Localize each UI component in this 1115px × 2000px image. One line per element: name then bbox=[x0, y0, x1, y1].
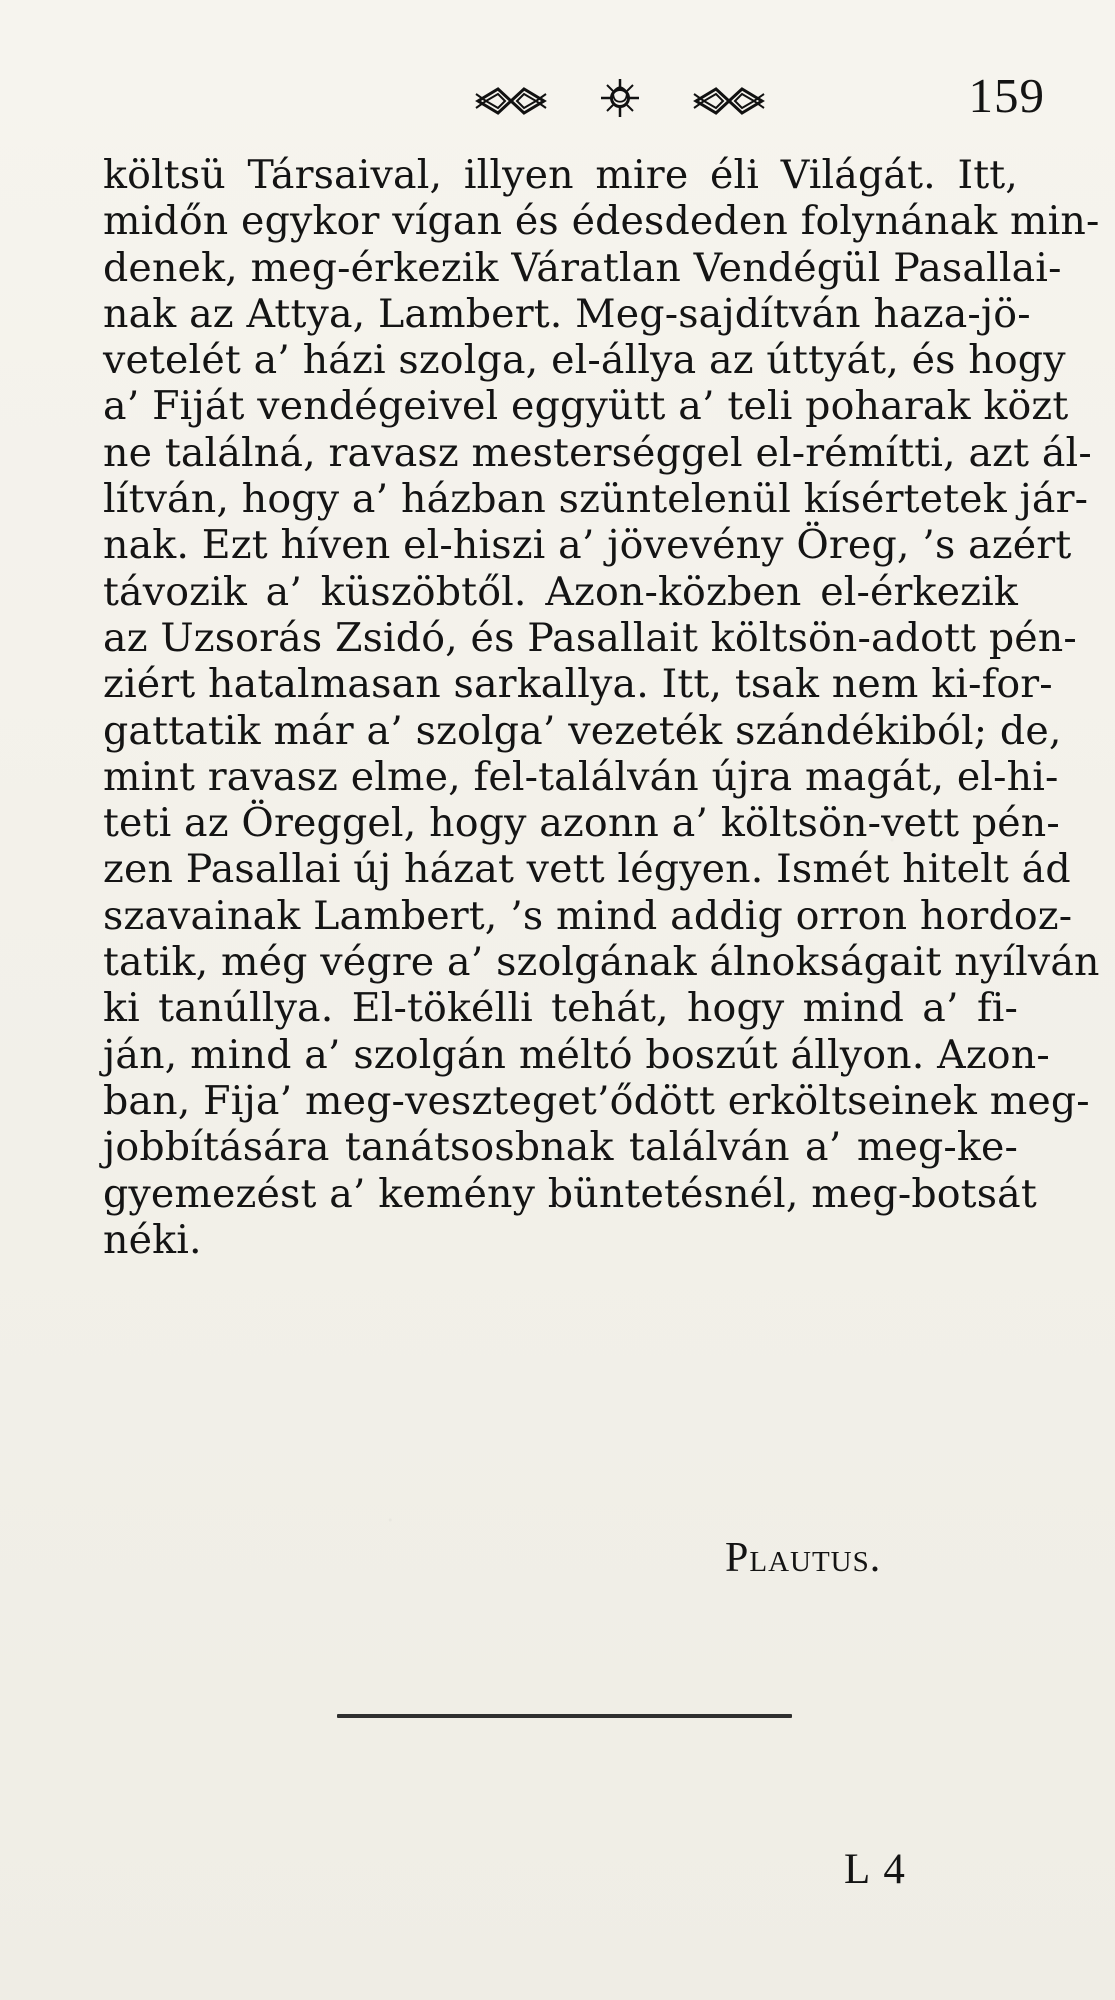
text-line: az Uzsorás Zsidó, és Pasallait költsön-adott pén- bbox=[103, 614, 1077, 661]
text-line: nak. Ezt híven el-hiszi a’ jövevény Öreg, ’s azért bbox=[103, 522, 1072, 569]
page-number: 159 bbox=[968, 68, 1045, 123]
text-line: lítván, hogy a’ házban szüntelenül kísértetek jár- bbox=[103, 476, 1089, 523]
text-line: ki tanúllya. El-tökélli tehát, hogy mind a’ fi- bbox=[103, 985, 1018, 1032]
diamond-flourish-icon bbox=[688, 82, 770, 120]
floral-ornament-icon bbox=[597, 75, 643, 121]
text-line: midőn egykor vígan és édesdeden folynának min- bbox=[103, 198, 1100, 245]
body-text bbox=[103, 152, 1100, 1263]
running-head bbox=[0, 58, 1115, 148]
text-line: nak az Attya, Lambert. Meg-sajdítván haza-jö- bbox=[103, 290, 1031, 337]
text-line: ban, Fija’ meg-veszteget’ődött erköltseinek meg- bbox=[103, 1077, 1090, 1124]
header-ornaments bbox=[470, 68, 770, 130]
text-line: denek, meg-érkezik Váratlan Vendégül Pasallai- bbox=[103, 244, 1062, 291]
text-line: jobbítására tanátsosbnak találván a’ meg-ke- bbox=[103, 1124, 1018, 1171]
text-line: tatik, még végre a’ szolgának álnokságait nyílván bbox=[103, 939, 1100, 986]
text-line: teti az Öreggel, hogy azonn a’ költsön-vett pén- bbox=[103, 800, 1060, 847]
text-line: gyemezést a’ kemény büntetésnél, meg-botsát bbox=[103, 1170, 1037, 1217]
text-line: ziért hatalmasan sarkallya. Itt, tsak nem ki-for- bbox=[103, 661, 1053, 708]
text-line: vetelét a’ házi szolga, el-állya az úttyát, és hogy bbox=[103, 337, 1066, 384]
signature-mark: L 4 bbox=[844, 1846, 907, 1893]
text-line: távozik a’ küszöbtől. Azon-közben el-érkezik bbox=[103, 568, 1018, 615]
text-line: mint ravasz elme, fel-találván újra magát, el-hi- bbox=[103, 753, 1059, 800]
author-name: Plautus. bbox=[725, 1535, 882, 1581]
text-line: költsü Társaival, illyen mire éli Világát. Itt, bbox=[103, 152, 1018, 198]
text-line: a’ Fiját vendégeivel eggyütt a’ teli poharak közt bbox=[103, 383, 1069, 430]
text-line: szavainak Lambert, ’s mind addig orron hordoz- bbox=[103, 892, 1073, 939]
text-line: zen Pasallai új házat vett légyen. Ismét hitelt ád bbox=[103, 846, 1071, 893]
text-line: néki. bbox=[103, 1216, 202, 1263]
text-line: ne találná, ravasz mesterséggel el-rémítti, azt ál- bbox=[103, 429, 1092, 476]
divider-rule bbox=[337, 1714, 792, 1718]
text-line: ján, mind a’ szolgán méltó boszút állyon. Azon- bbox=[103, 1031, 1050, 1078]
text-line: gattatik már a’ szolga’ vezeték szándékiból; de, bbox=[103, 707, 1062, 754]
diamond-flourish-icon bbox=[470, 82, 552, 120]
